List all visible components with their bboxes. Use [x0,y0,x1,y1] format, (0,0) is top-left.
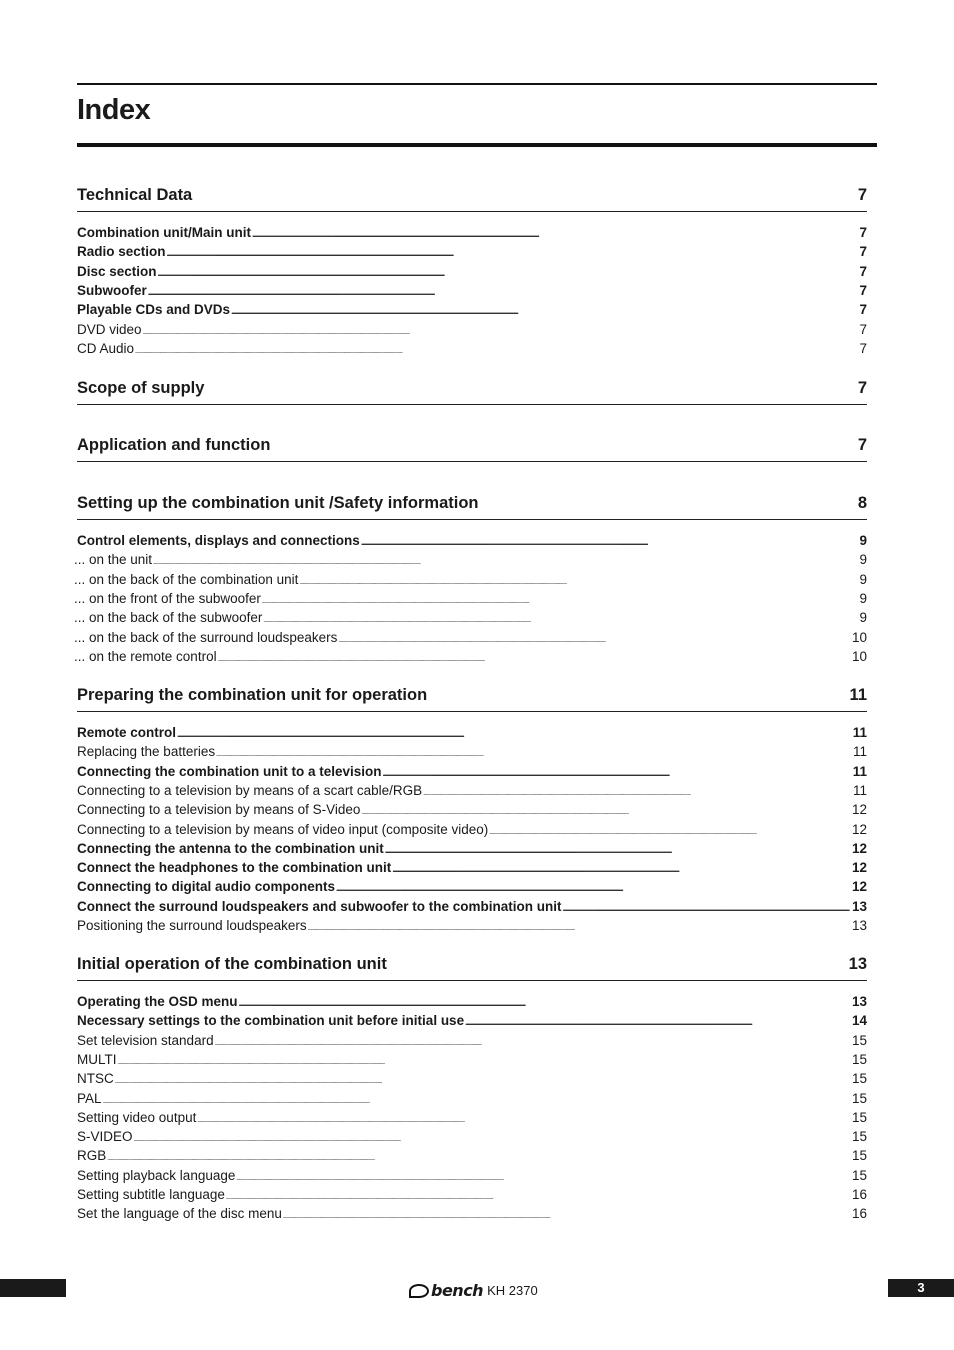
toc-entry-page: 12 [851,840,867,856]
section-title: Initial operation of the combination unit [77,955,387,973]
toc-entry-page: 9 [859,533,867,548]
toc-entry-page: 14 [851,1013,867,1029]
toc-entry-text: RGB [77,1148,107,1164]
toc-entry-page: 12 [851,860,867,876]
toc-entry-text: S-VIDEO [77,1129,133,1145]
toc-entry-page: 7 [859,263,867,279]
toc-entry[interactable] [77,1033,867,1051]
toc-entry-text: ... on the back of the subwoofer [74,610,263,626]
toc-entry-page: 12 [851,802,867,818]
dot-leader [231,307,858,316]
dot-leader [118,1060,851,1066]
toc-entry-text: Combination unit/Main unit [77,225,251,240]
section-title: Setting up the combination unit /Safety information [77,494,479,512]
toc-entry[interactable] [77,264,867,282]
section-rule [77,519,867,520]
toc-entry-page: 9 [859,571,867,587]
toc-entry[interactable] [77,302,867,320]
toc-entry[interactable] [77,1129,867,1147]
toc-entry-page: 12 [851,821,867,837]
toc-entry[interactable] [77,533,867,551]
toc-entry-text: PAL [77,1090,102,1106]
dot-leader [489,830,851,836]
dot-leader [143,330,859,336]
toc-entry-page: 7 [859,244,867,260]
toc-entry[interactable] [77,1206,867,1224]
dot-leader [252,230,859,239]
section-rule [77,461,867,462]
toc-entry-text: ... on the back of the combination unit [74,571,299,587]
dot-leader [197,1118,851,1124]
toc-entry-page: 15 [851,1148,867,1164]
toc-entry-text: ... on the remote control [74,648,217,664]
dot-leader [299,580,858,586]
toc-entry-text: Connecting to digital audio components [77,879,335,895]
toc-entry-page: 15 [851,1032,867,1048]
footer-bar-left [0,1279,66,1297]
toc-entry[interactable] [74,610,867,628]
toc-entry-page: 15 [851,1167,867,1183]
toc-entry[interactable] [77,822,867,840]
section-heading[interactable] [77,491,867,513]
title-rule [77,143,877,147]
toc-entry-text: Set the language of the disc menu [77,1206,282,1222]
brand-name: bench [431,1281,484,1300]
toc-entry[interactable] [77,1013,867,1031]
toc-entry-text: NTSC [77,1071,114,1087]
toc-entry-page: 11 [852,725,867,740]
toc-entry-text: Control elements, displays and connections [77,533,360,548]
toc-entry-page: 13 [851,918,867,933]
dot-leader [465,1018,851,1027]
dot-leader [361,810,851,816]
toc-entry-text: Setting subtitle language [77,1187,225,1202]
toc-entry-text: Remote control [77,725,177,740]
section-page: 11 [849,686,867,704]
toc-entry-text: Subwoofer [77,282,147,298]
toc-entry[interactable] [77,244,867,262]
page-number: 3 [888,1279,954,1297]
dot-leader [177,730,852,739]
toc-entry-page: 11 [852,782,867,798]
model-number: KH 2370 [487,1283,538,1298]
toc-entry[interactable] [77,1071,867,1089]
toc-entry-text: ... on the back of the surround loudspeakers [74,629,338,645]
toc-entry[interactable] [77,1168,867,1186]
section-rule [77,404,867,405]
toc-entry-page: 9 [859,590,867,606]
section-title: Scope of supply [77,379,205,397]
toc-entry-text: Connect the headphones to the combination unit [77,860,392,876]
section-heading[interactable] [77,433,867,455]
toc-entry[interactable] [74,552,867,570]
footer-brand [409,1281,538,1300]
section-page: 13 [848,955,867,973]
toc-entry-text: Set television standard [77,1032,214,1048]
dot-leader [107,1156,851,1162]
toc-entry[interactable] [77,802,867,820]
toc-entry-text: Positioning the surround loudspeakers [77,918,307,933]
toc-entry[interactable] [74,630,867,648]
toc-entry-text: Operating the OSD menu [77,994,238,1009]
toc-entry-text: ... on the front of the subwoofer [74,590,261,606]
dot-leader [218,657,851,663]
dot-leader [167,249,859,258]
dot-leader [423,791,852,797]
toc-entry-page: 10 [851,629,867,645]
dot-leader [308,926,851,932]
section-heading[interactable] [77,183,867,205]
dot-leader [263,618,858,624]
toc-entry[interactable] [77,1148,867,1166]
toc-entry[interactable] [77,1110,867,1128]
dot-leader [158,269,859,278]
section-page: 7 [857,379,867,397]
dot-leader [563,904,851,913]
toc-entry-page: 7 [859,302,867,318]
toc-entry[interactable] [74,591,867,609]
section-page: 7 [857,186,867,204]
toc-entry-text: Playable CDs and DVDs [77,302,231,318]
toc-entry[interactable] [77,1187,867,1205]
dot-leader [338,638,851,644]
dot-leader [215,1041,851,1047]
dot-leader [262,599,859,605]
toc-entry-page: 15 [851,1129,867,1145]
toc-entry[interactable] [74,649,867,667]
toc-entry-page: 15 [851,1051,867,1067]
section-title: Technical Data [77,186,193,204]
toc-entry-text: Replacing the batteries [77,744,216,760]
page-title: Index [77,94,151,126]
toc-entry-text: MULTI [77,1051,117,1067]
toc-entry-page: 7 [859,225,867,240]
toc-entry-text: Disc section [77,263,157,279]
dot-leader [135,349,858,355]
toc-entry[interactable] [77,860,867,878]
dot-leader [336,884,851,893]
toc-entry-page: 7 [859,321,867,337]
section-page: 7 [857,436,867,454]
toc-entry-text: Connecting to a television by means of S-Video [77,802,361,818]
dot-leader [239,999,851,1008]
toc-entry-text: Setting playback language [77,1167,236,1183]
dot-leader [361,538,859,547]
toc-entry[interactable] [77,899,867,917]
toc-entry[interactable] [77,225,867,243]
toc-entry-page: 16 [851,1187,867,1202]
toc-entry-page: 7 [859,282,867,298]
section-rule [77,711,867,712]
toc-entry[interactable] [77,1052,867,1070]
section-title: Preparing the combination unit for operation [77,686,428,704]
section-page: 8 [857,494,867,512]
section-heading[interactable] [77,952,867,974]
toc-entry-text: Connecting the combination unit to a television [77,763,382,779]
toc-entry[interactable] [77,1091,867,1109]
dot-leader [148,288,859,297]
dot-leader [283,1214,851,1220]
toc-entry-page: 13 [851,898,867,914]
dot-leader [153,560,858,566]
dot-leader [383,769,852,778]
toc-entry-page: 12 [851,879,867,895]
top-rule [77,83,877,85]
toc-entry[interactable] [77,725,867,743]
section-heading[interactable] [77,376,867,398]
toc-entry[interactable] [77,783,867,801]
toc-entry-page: 16 [851,1206,867,1222]
toc-entry-page: 9 [859,552,867,568]
dot-leader [216,752,852,758]
toc-entry-text: Connecting to a television by means of a scart cable/RGB [77,782,423,798]
dot-leader [392,865,851,874]
toc-entry-page: 13 [851,994,867,1009]
toc-entry-text: Setting video output [77,1109,197,1125]
toc-entry-text: Necessary settings to the combination unit before initial use [77,1013,465,1029]
toc-entry[interactable] [77,879,867,897]
section-title: Application and function [77,436,271,454]
toc-entry-text: DVD video [77,321,142,337]
dot-leader [236,1176,851,1182]
toc-entry[interactable] [77,744,867,762]
dot-leader [385,846,851,855]
toc-entry-text: Connecting the antenna to the combination unit [77,840,384,856]
toc-entry-text: CD Audio [77,340,135,356]
dot-leader [115,1079,851,1085]
toc-entry-page: 15 [851,1090,867,1106]
brand-logo-icon [409,1284,429,1298]
toc-entry[interactable] [77,341,867,359]
toc-entry[interactable] [77,764,867,782]
section-heading[interactable] [77,683,867,705]
section-rule [77,211,867,212]
toc-entry-page: 11 [852,763,867,779]
section-rule [77,980,867,981]
toc-entry-text: Connect the surround loudspeakers and subwoofer to the combination unit [77,898,562,914]
toc-entry-page: 11 [852,744,867,760]
toc-entry[interactable] [77,841,867,859]
toc-entry-page: 15 [851,1109,867,1125]
toc-entry[interactable] [74,572,867,590]
toc-entry-page: 7 [859,340,867,356]
toc-entry[interactable] [77,322,867,340]
toc-entry-page: 15 [851,1071,867,1087]
toc-entry-page: 9 [859,610,867,626]
dot-leader [134,1137,851,1143]
toc-entry-page: 10 [851,648,867,664]
toc-entry-text: Radio section [77,244,166,260]
toc-entry-text: Connecting to a television by means of video input (composite video) [77,821,489,837]
toc-entry[interactable] [77,994,867,1012]
toc-entry[interactable] [77,918,867,936]
brand-logo [409,1281,483,1300]
toc-entry-text: ... on the unit [74,552,153,568]
dot-leader [103,1099,851,1105]
dot-leader [226,1195,851,1201]
toc-entry[interactable] [77,283,867,301]
